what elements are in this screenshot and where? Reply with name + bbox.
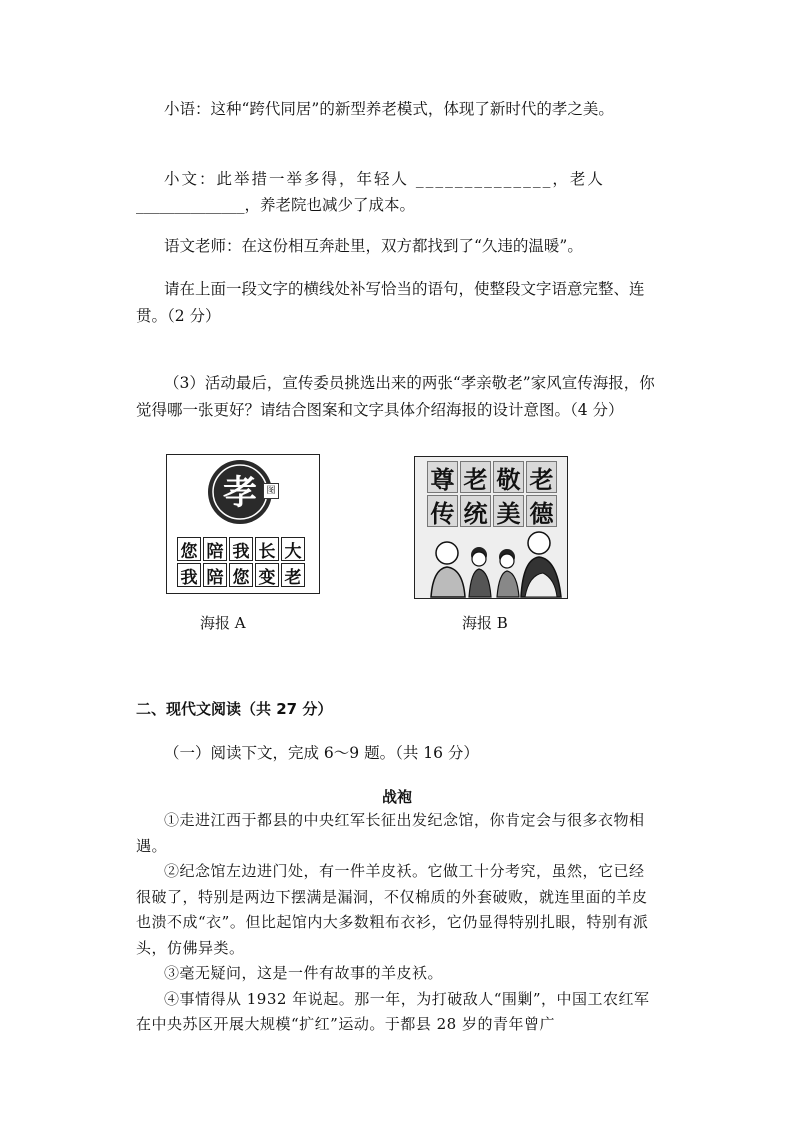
section-subheading: （一）阅读下文，完成 6～9 题。（共 16 分） [164, 744, 479, 762]
poster-b-cell: 敬 [493, 461, 524, 493]
poster-b-cell: 美 [493, 495, 524, 527]
article-paragraph: ①走进江西于都县的中央红军长征出发纪念馆，你肯定会与很多衣物相遇。 [136, 811, 645, 855]
poster-b [414, 456, 568, 599]
article-paragraph: ③毫无疑问，这是一件有故事的羊皮袄。 [164, 964, 444, 982]
poster-a-cell: 您 [177, 537, 201, 561]
poster-a-cell: 我 [229, 537, 253, 561]
article-paragraph: ④事情得从 1932 年说起。那一年，为打破敌人“围剿”，中国工农红军在中央苏区开展大规模“扩红”运动。于都县 28 岁的青年曾广 [136, 989, 650, 1033]
article-paragraph: ②纪念馆左边进门处，有一件羊皮袄。它做工十分考究，虽然，它已经很破了，特别是两边下摆满是漏洞，不仅棉质的外套破败，就连里面的羊皮也溃不成“衣”。但比起馆内大多数粗布衣衫，它仍显得特别扎眼，特别有派头，仿佛异类。 [136, 862, 649, 957]
poster-b-cell: 老 [460, 461, 491, 493]
poster-b-cell: 统 [460, 495, 491, 527]
poster-a-cell: 陪 [203, 537, 227, 561]
family-illustration-icon [417, 529, 567, 599]
poster-a [166, 454, 320, 594]
poster-a-cell: 长 [255, 537, 279, 561]
task-instruction: 请在上面一段文字的横线处补写恰当的语句，使整段文字语意完整、连贯。（2 分） [136, 280, 645, 325]
poster-b-cell: 德 [526, 495, 557, 527]
poster-b-caption: 海报 B [462, 614, 508, 632]
poster-b-cell: 老 [526, 461, 557, 493]
poster-a-seal: 图 [263, 483, 279, 499]
poster-a-cell: 陪 [203, 563, 227, 587]
dialogue-xiaowen-line1: 小文：此举措一举多得，年轻人 ______________，老人 [164, 170, 605, 188]
poster-a-cell: 变 [255, 563, 279, 587]
poster-a-cell: 大 [281, 537, 305, 561]
dialogue-teacher: 语文老师：在这份相互奔赴里，双方都找到了“久违的温暖”。 [164, 237, 583, 255]
question-3: （3）活动最后，宣传委员挑选出来的两张“孝亲敬老”家风宣传海报，你觉得哪一张更好？请结合图案和文字具体介绍海报的设计意图。（4 分） [136, 374, 655, 419]
poster-a-cell: 老 [281, 563, 305, 587]
article-title: 战袍 [381, 788, 412, 806]
poster-a-logo-char: 孝 [223, 473, 257, 513]
poster-b-cell: 传 [427, 495, 458, 527]
dialogue-xiaoyu: 小语：这种“跨代同居”的新型养老模式，体现了新时代的孝之美。 [164, 100, 614, 118]
poster-a-cell: 您 [229, 563, 253, 587]
poster-a-caption: 海报 A [200, 614, 246, 632]
article-body [136, 808, 658, 1038]
poster-a-cell: 我 [177, 563, 201, 587]
section-heading: 二、现代文阅读（共 27 分） [136, 700, 333, 718]
poster-b-cell: 尊 [427, 461, 458, 493]
dialogue-xiaowen-line2: ______________，养老院也减少了成本。 [136, 196, 416, 214]
